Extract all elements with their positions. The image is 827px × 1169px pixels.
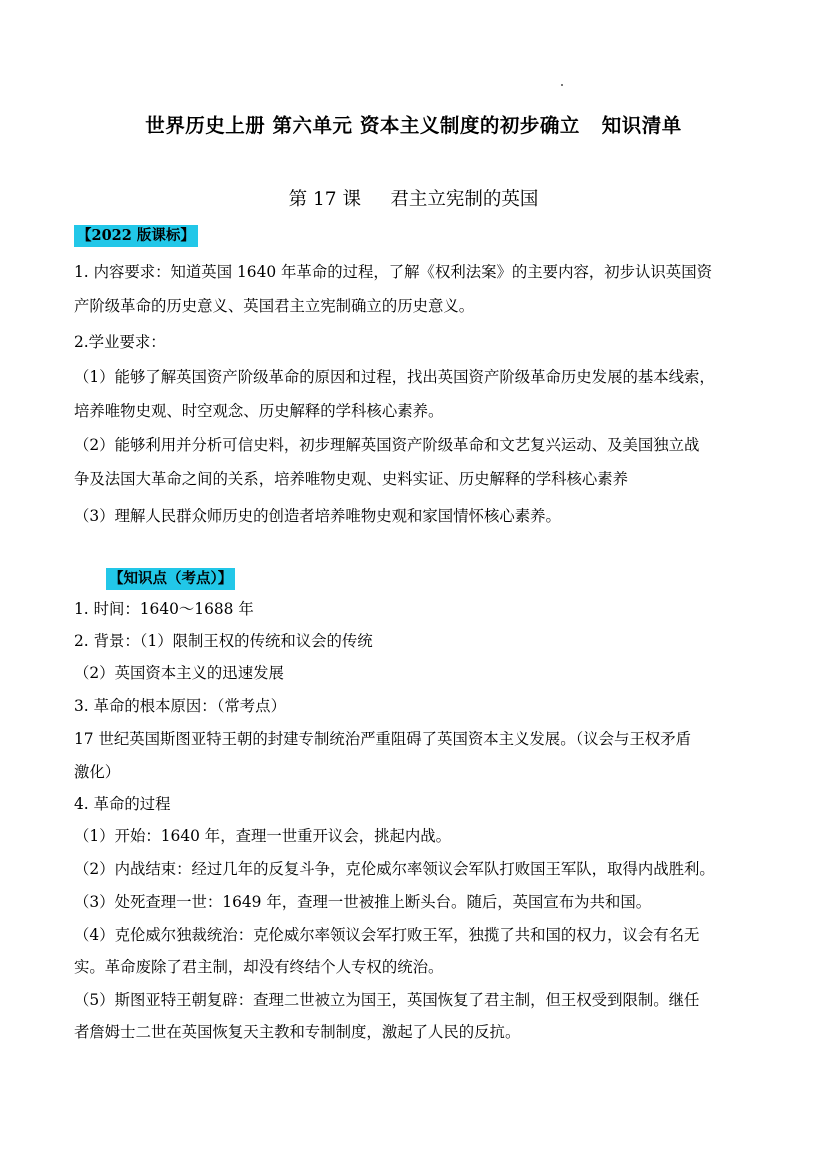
paragraph-line: 培养唯物史观、时空观念、历史解释的学科核心素养。 — [74, 402, 444, 420]
paragraph-line: （1）能够了解英国资产阶级革命的原因和过程，找出英国资产阶级革命历史发展的基本线索， — [74, 368, 715, 386]
paragraph-line: （3）处死查理一世：1649 年，查理一世被推上断头台。随后，英国宣布为共和国。 — [74, 893, 652, 911]
page-title: 世界历史上册 第六单元 资本主义制度的初步确立 知识清单 — [145, 114, 682, 137]
paragraph-line: （5）斯图亚特王朝复辟：查理二世被立为国王，英国恢复了君主制，但王权受到限制。继任 — [74, 991, 700, 1009]
paragraph-line: （4）克伦威尔独裁统治：克伦威尔率领议会军打败王军，独揽了共和国的权力，议会有名无 — [74, 926, 700, 944]
paragraph-line: 1. 内容要求：知道英国 1640 年革命的过程，了解《权利法案》的主要内容，初步认识英国资 — [74, 263, 712, 281]
paragraph-line: （2）英国资本主义的迅速发展 — [74, 664, 284, 682]
paragraph-line: 激化） — [74, 763, 121, 781]
paragraph-line: 产阶级革命的历史意义、英国君主立宪制确立的历史意义。 — [74, 297, 475, 315]
knowledge-points-tag: 【知识点（考点）】 — [106, 568, 235, 590]
curriculum-standard-tag: 【2022 版课标】 — [74, 225, 198, 247]
paragraph-line: 17 世纪英国斯图亚特王朝的封建专制统治严重阻碍了英国资本主义发展。（议会与王权矛盾 — [74, 730, 692, 748]
lesson-heading: 第 17 课 君主立宪制的英国 — [288, 189, 539, 210]
paragraph-line: （2）能够利用并分析可信史料，初步理解英国资产阶级革命和文艺复兴运动、及美国独立战 — [74, 436, 700, 454]
paragraph-line: （3）理解人民群众师历史的创造者培养唯物史观和家国情怀核心素养。 — [74, 507, 561, 525]
paragraph-line: 2.学业要求： — [74, 333, 166, 351]
paragraph-line: 3. 革命的根本原因：（常考点） — [74, 697, 286, 715]
paragraph-line: （2）内战结束：经过几年的反复斗争，克伦威尔率领议会军队打败国王军队，取得内战胜利。 — [74, 860, 715, 878]
paragraph-line: 争及法国大革命之间的关系，培养唯物史观、史料实证、历史解释的学科核心素养 — [74, 470, 629, 488]
paragraph-line: 1. 时间：1640～1688 年 — [74, 600, 254, 618]
paragraph-line: 实。革命废除了君主制，却没有终结个人专权的统治。 — [74, 958, 444, 976]
scan-dot — [561, 84, 563, 86]
paragraph-line: （1）开始：1640 年，查理一世重开议会，挑起内战。 — [74, 827, 452, 845]
paragraph-line: 2. 背景：（1）限制王权的传统和议会的传统 — [74, 632, 373, 650]
paragraph-line: 4. 革命的过程 — [74, 795, 171, 813]
paragraph-line: 者詹姆士二世在英国恢复天主教和专制制度，激起了人民的反抗。 — [74, 1023, 521, 1041]
